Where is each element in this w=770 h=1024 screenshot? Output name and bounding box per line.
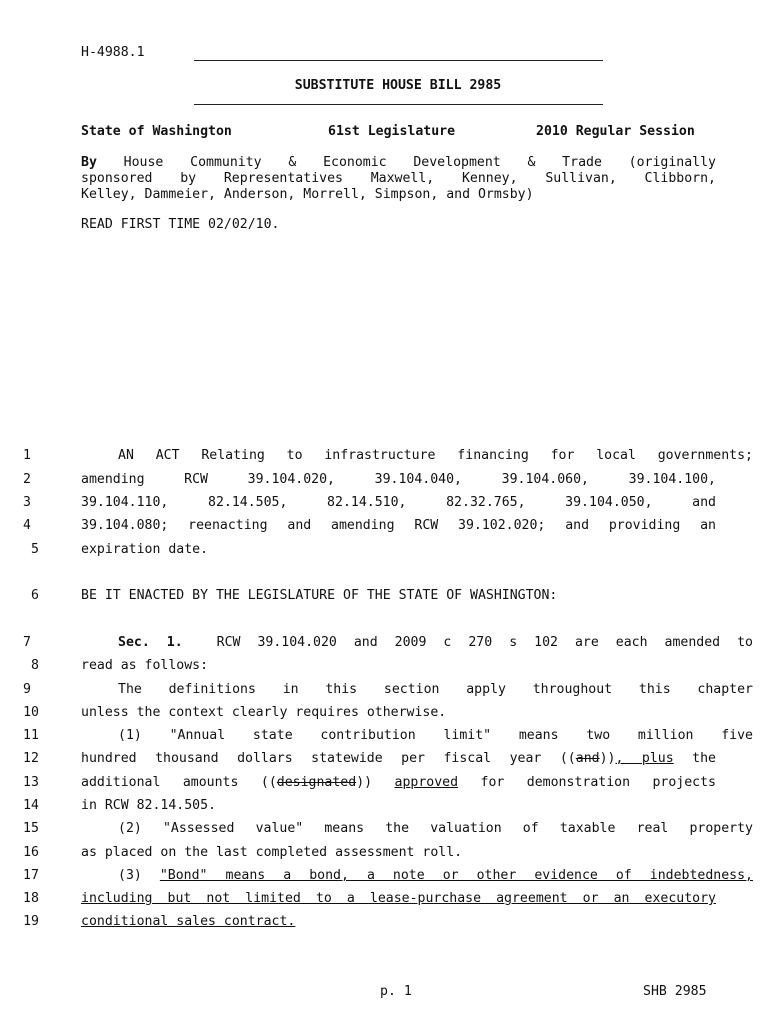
body-line: 8 read as follows:: [81, 658, 716, 673]
line-number: 9: [23, 682, 31, 697]
body-line: 9 The definitions in this section apply throughout this chapter: [23, 682, 753, 697]
line-number: 5: [31, 542, 39, 557]
inserted-text: conditional sales contract.: [81, 914, 296, 929]
header-rule-bottom: [194, 104, 603, 105]
body-line: 11 (1) "Annual state contribution limit" means two million five: [23, 728, 753, 743]
inserted-text: , plus: [615, 751, 674, 766]
body-line: 17 (3) "Bond" means a bond, a note or other evidence of indebtedness,: [23, 868, 753, 883]
body-line: 16 as placed on the last completed assessment roll.: [23, 845, 463, 860]
bill-title: SUBSTITUTE HOUSE BILL 2985: [294, 78, 502, 93]
body-line: 3 39.104.110, 82.14.505, 82.14.510, 82.32.765, 39.104.050, and: [23, 495, 716, 510]
enacting-clause: 6 BE IT ENACTED BY THE LEGISLATURE OF THE STATE OF WASHINGTON:: [81, 588, 716, 603]
session: 2010 Regular Session: [536, 124, 695, 139]
line-number: 19: [23, 914, 39, 929]
inserted-text: including but not limited to a lease-purchase agreement or an executory: [81, 891, 716, 906]
body-line: 4 39.104.080; reenacting and amending RCW 39.102.020; and providing an: [23, 518, 716, 533]
line-number: 14: [23, 798, 39, 813]
page-number: p. 1: [380, 984, 412, 999]
line-number: 2: [23, 472, 31, 487]
header-rule-top: [194, 60, 603, 61]
body-line: 5 expiration date.: [81, 542, 716, 557]
legislature: 61st Legislature: [328, 124, 456, 139]
body-line: 14 in RCW 82.14.505.: [23, 798, 216, 813]
line-number: 4: [23, 518, 31, 533]
read-first-time: READ FIRST TIME 02/02/10.: [81, 217, 280, 232]
footer-bill-id: SHB 2985: [643, 984, 707, 999]
sponsors-line-2: sponsored by Representatives Maxwell, Kenney, Sullivan, Clibborn,: [81, 171, 716, 186]
body-line: 1 AN ACT Relating to infrastructure financing for local governments;: [23, 448, 753, 463]
line-number: 1: [23, 448, 31, 463]
body-line: 13 additional amounts ((designated)) approved for demonstration projects: [23, 775, 716, 790]
sponsors-line-1: By House Community & Economic Development & Trade (originally: [81, 155, 716, 170]
line-number: 3: [23, 495, 31, 510]
line-number: 6: [31, 588, 39, 603]
line-number: 11: [23, 728, 39, 743]
line-number: 10: [23, 705, 39, 720]
document-number: H-4988.1: [81, 45, 145, 60]
body-line: [23, 914, 716, 929]
section-heading: 7 Sec. 1. RCW 39.104.020 and 2009 c 270 s 102 are each amended to: [23, 635, 753, 650]
body-line: 15 (2) "Assessed value" means the valuation of taxable real property: [23, 821, 753, 836]
line-number: 17: [23, 868, 39, 883]
body-line: [23, 891, 716, 906]
by-label: By: [81, 155, 97, 170]
inserted-text: approved: [394, 775, 459, 790]
line-number: 8: [31, 658, 39, 673]
body-line: 10 unless the context clearly requires otherwise.: [23, 705, 447, 720]
struck-text: and: [575, 751, 600, 766]
section-label: Sec. 1.: [118, 635, 183, 650]
line-number: 15: [23, 821, 39, 836]
line-number: 13: [23, 775, 39, 790]
sponsors-line-3: Kelley, Dammeier, Anderson, Morrell, Simpson, and Ormsby): [81, 187, 534, 202]
state-name: State of Washington: [81, 124, 232, 139]
line-number: 7: [23, 635, 31, 650]
line-number: 18: [23, 891, 39, 906]
body-line: 12 hundred thousand dollars statewide per fiscal year ((and)), plus the: [23, 751, 716, 766]
body-line: 2 amending RCW 39.104.020, 39.104.040, 39.104.060, 39.104.100,: [23, 472, 716, 487]
struck-text: designated: [276, 775, 357, 790]
line-number: 12: [23, 751, 39, 766]
line-number: 16: [23, 845, 39, 860]
inserted-text: "Bond" means a bond, a note or other evidence of indebtedness,: [159, 868, 753, 883]
